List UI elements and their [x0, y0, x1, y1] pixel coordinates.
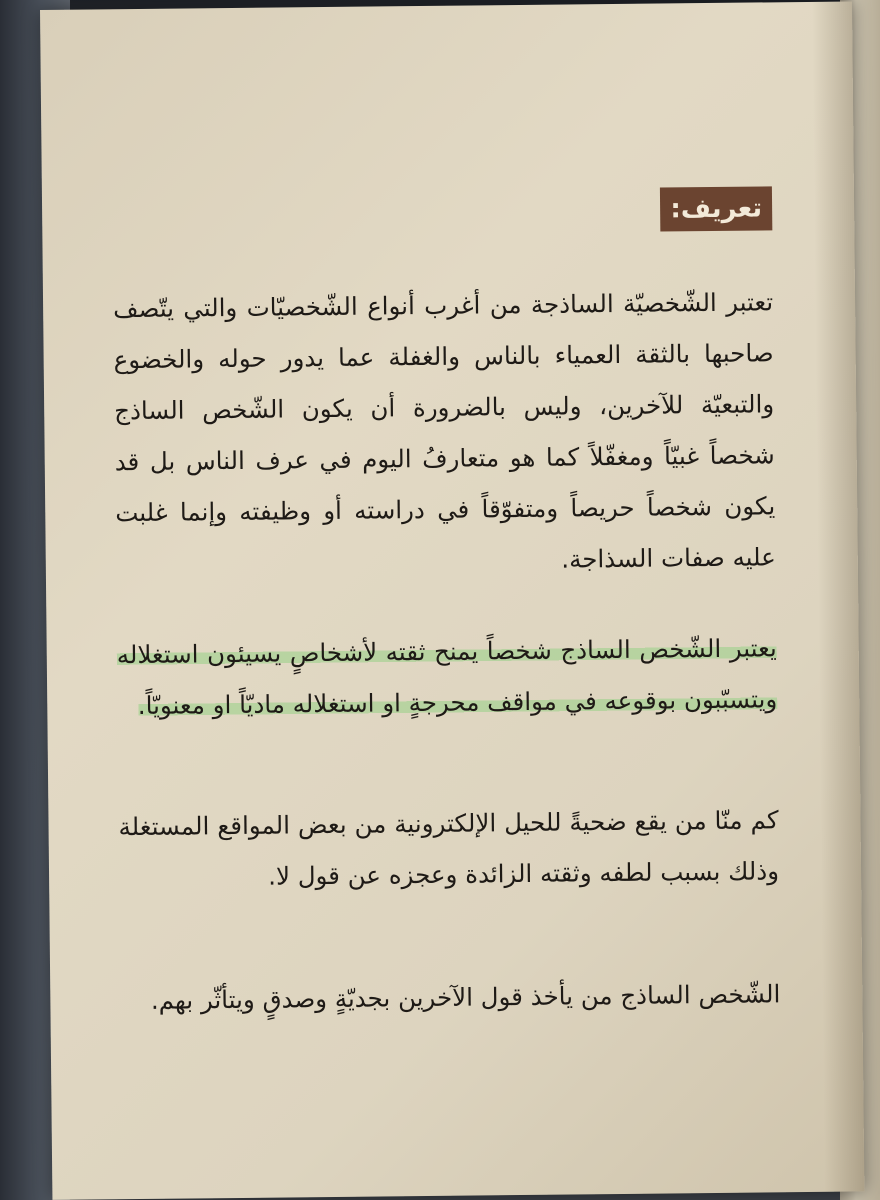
- highlighted-text: يعتبر الشّخص الساذج شخصاً يمنح ثقته لأشخاصٍ يسيئون استغلاله ويتسبّبون بوقوعه في مواقف محرجةٍ او استغلاله ماديّاً او معنويّاً.: [116, 633, 778, 721]
- page-content: [112, 182, 781, 1026]
- definition-heading: تعريف:: [660, 186, 772, 231]
- paragraph-electronic-tricks: كم منّا من يقع ضحيةً للحيل الإلكترونية من بعض المواقع المستغلة وذلك بسبب لطفه وثقته الزائدة وعجزه عن قول لا.: [118, 805, 780, 891]
- heading-row: [112, 182, 773, 283]
- paragraph-trust: الشّخص الساذج من يأخذ قول الآخرين بجديّةٍ وصدقٍ ويتأثّر بهم.: [150, 979, 781, 1015]
- book-page: [40, 1, 864, 1199]
- paragraph-definition: تعتبر الشّخصيّة الساذجة من أغرب أنواع الشّخصيّات والتي يتّصف صاحبها بالثقة العمياء بالناس والغفلة عما يدور حوله والخضوع والتبعيّة للآخرين، وليس بالضرورة أن يكون الشّخص الساذج شخصاً غبيّاً ومغفّلاً كما هو متعارفُ اليوم في عرف الناس بل قد يكون شخصاً حريصاً ومتفوّقاً في دراسته أو وظيفته وإنما غلبت عليه صفات السذاجة.: [112, 287, 776, 574]
- paragraph-highlighted: [116, 622, 777, 731]
